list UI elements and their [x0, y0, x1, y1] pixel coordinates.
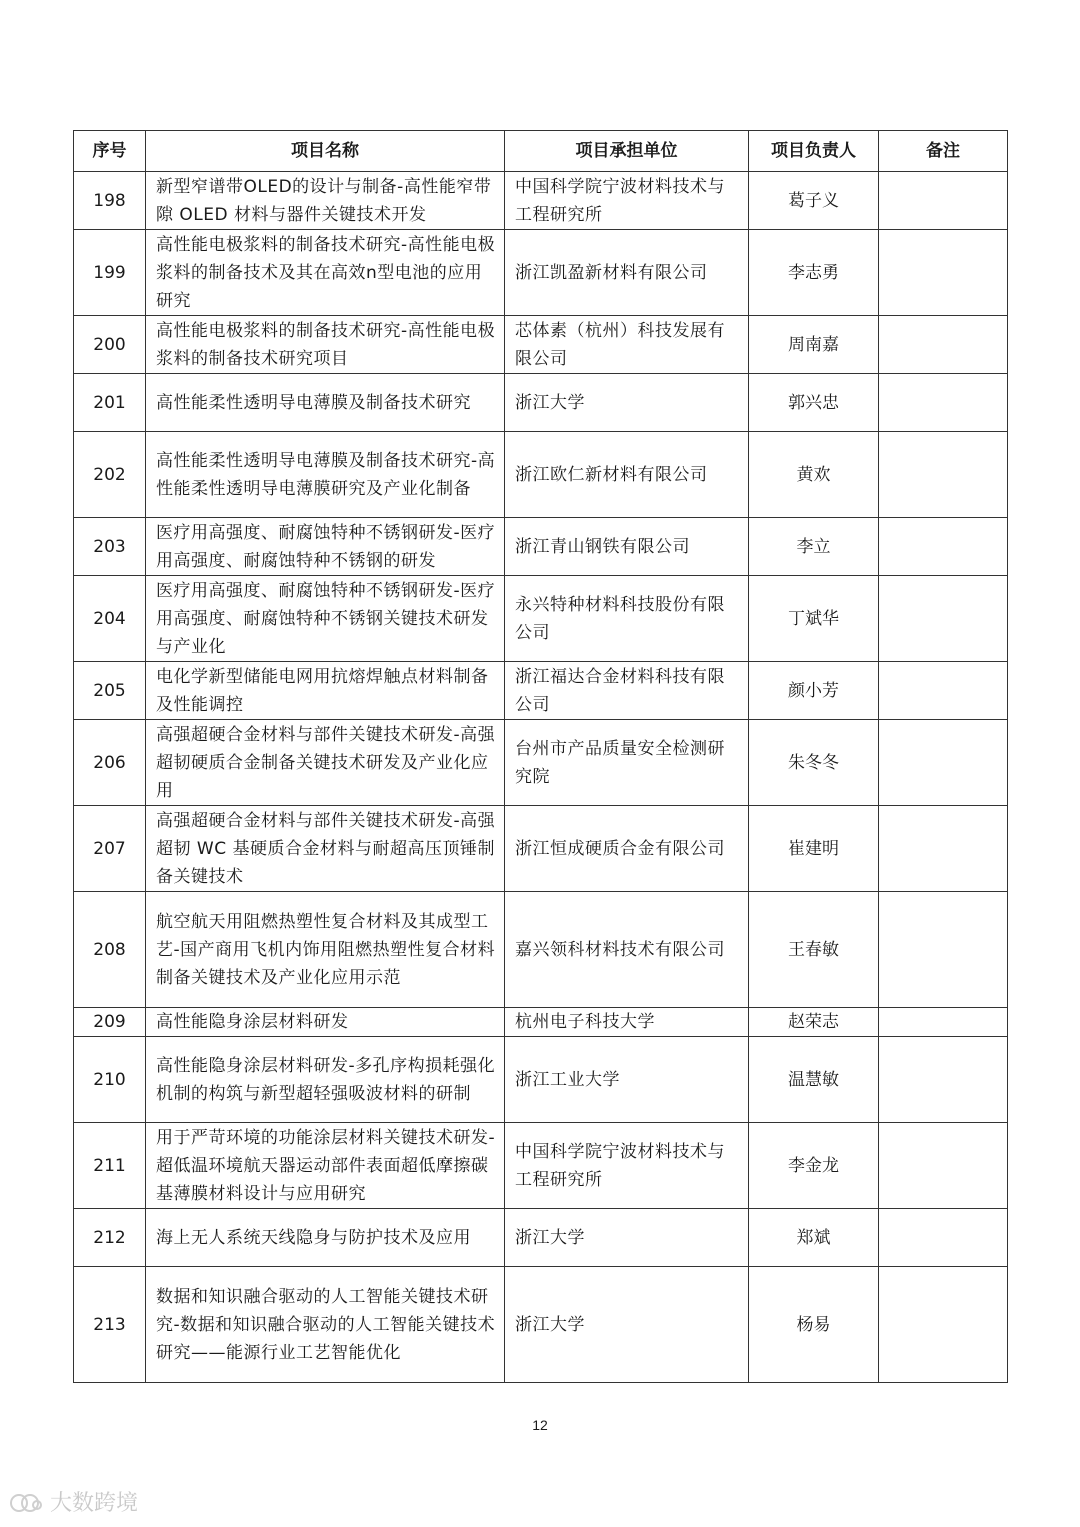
cell-remark [879, 892, 1008, 1008]
table-header-row [74, 131, 1008, 172]
cell-no: 203 [74, 518, 146, 576]
cell-person: 黄欢 [749, 432, 879, 518]
cell-project-name: 医疗用高强度、耐腐蚀特种不锈钢研发-医疗用高强度、耐腐蚀特种不锈钢关键技术研发与产业化 [146, 576, 505, 662]
cell-no: 204 [74, 576, 146, 662]
table-row [74, 1267, 1008, 1383]
cell-unit: 浙江欧仁新材料有限公司 [505, 432, 749, 518]
cell-project-name: 高性能电极浆料的制备技术研究-高性能电极浆料的制备技术研究项目 [146, 316, 505, 374]
cell-unit: 杭州电子科技大学 [505, 1008, 749, 1037]
cell-project-name: 电化学新型储能电网用抗熔焊触点材料制备及性能调控 [146, 662, 505, 720]
cell-person: 朱冬冬 [749, 720, 879, 806]
cell-unit: 浙江凯盈新材料有限公司 [505, 230, 749, 316]
cell-person: 丁斌华 [749, 576, 879, 662]
cell-no: 201 [74, 374, 146, 432]
cell-person: 周南嘉 [749, 316, 879, 374]
table-row [74, 172, 1008, 230]
header-person: 项目负责人 [749, 131, 879, 172]
table-row [74, 1037, 1008, 1123]
cell-remark [879, 172, 1008, 230]
cell-remark [879, 1267, 1008, 1383]
cell-person: 杨易 [749, 1267, 879, 1383]
cell-person: 颜小芳 [749, 662, 879, 720]
cell-no: 198 [74, 172, 146, 230]
cell-unit: 浙江大学 [505, 1209, 749, 1267]
cell-remark [879, 1008, 1008, 1037]
cell-project-name: 航空航天用阻燃热塑性复合材料及其成型工艺-国产商用飞机内饰用阻燃热塑性复合材料制备关键技术及产业化应用示范 [146, 892, 505, 1008]
cell-no: 213 [74, 1267, 146, 1383]
table-row [74, 518, 1008, 576]
cell-project-name: 高强超硬合金材料与部件关键技术研发-高强超韧硬质合金制备关键技术研发及产业化应用 [146, 720, 505, 806]
table-row [74, 1209, 1008, 1267]
cell-no: 211 [74, 1123, 146, 1209]
cell-person: 李志勇 [749, 230, 879, 316]
header-no: 序号 [74, 131, 146, 172]
table-row [74, 720, 1008, 806]
cell-person: 温慧敏 [749, 1037, 879, 1123]
cell-project-name: 数据和知识融合驱动的人工智能关键技术研究-数据和知识融合驱动的人工智能关键技术研究——能源行业工艺智能优化 [146, 1267, 505, 1383]
cell-unit: 芯体素（杭州）科技发展有限公司 [505, 316, 749, 374]
cell-unit: 浙江大学 [505, 1267, 749, 1383]
cell-remark [879, 806, 1008, 892]
cell-person: 郭兴忠 [749, 374, 879, 432]
cell-project-name: 医疗用高强度、耐腐蚀特种不锈钢研发-医疗用高强度、耐腐蚀特种不锈钢的研发 [146, 518, 505, 576]
cell-project-name: 海上无人系统天线隐身与防护技术及应用 [146, 1209, 505, 1267]
cell-no: 208 [74, 892, 146, 1008]
table-row [74, 662, 1008, 720]
cell-person: 王春敏 [749, 892, 879, 1008]
cell-project-name: 用于严苛环境的功能涂层材料关键技术研发-超低温环境航天器运动部件表面超低摩擦碳基薄膜材料设计与应用研究 [146, 1123, 505, 1209]
cell-remark [879, 1037, 1008, 1123]
cell-unit: 中国科学院宁波材料技术与工程研究所 [505, 1123, 749, 1209]
cell-person: 李金龙 [749, 1123, 879, 1209]
cell-remark [879, 1123, 1008, 1209]
header-unit: 项目承担单位 [505, 131, 749, 172]
table-row [74, 230, 1008, 316]
cell-remark [879, 720, 1008, 806]
cell-no: 209 [74, 1008, 146, 1037]
cell-no: 212 [74, 1209, 146, 1267]
cell-unit: 浙江大学 [505, 374, 749, 432]
table-row [74, 806, 1008, 892]
header-remark: 备注 [879, 131, 1008, 172]
cell-person: 郑斌 [749, 1209, 879, 1267]
cell-unit: 浙江福达合金材料科技有限公司 [505, 662, 749, 720]
table-body [74, 172, 1008, 1383]
cell-unit: 嘉兴领科材料技术有限公司 [505, 892, 749, 1008]
cell-project-name: 高性能隐身涂层材料研发 [146, 1008, 505, 1037]
watermark [10, 1486, 138, 1517]
project-table [73, 130, 1008, 1383]
cell-no: 202 [74, 432, 146, 518]
cell-no: 207 [74, 806, 146, 892]
cell-remark [879, 662, 1008, 720]
cell-unit: 永兴特种材料科技股份有限公司 [505, 576, 749, 662]
watermark-text: 大数跨境 [50, 1491, 139, 1516]
watermark-logo-icon [10, 1491, 44, 1513]
cell-project-name: 新型窄谱带OLED的设计与制备-高性能窄带隙 OLED 材料与器件关键技术开发 [146, 172, 505, 230]
cell-project-name: 高强超硬合金材料与部件关键技术研发-高强超韧 WC 基硬质合金材料与耐超高压顶锤制备关键技术 [146, 806, 505, 892]
cell-remark [879, 230, 1008, 316]
cell-remark [879, 576, 1008, 662]
cell-remark [879, 374, 1008, 432]
table-row [74, 1123, 1008, 1209]
cell-unit: 中国科学院宁波材料技术与工程研究所 [505, 172, 749, 230]
cell-person: 赵荣志 [749, 1008, 879, 1037]
cell-unit: 浙江工业大学 [505, 1037, 749, 1123]
cell-project-name: 高性能电极浆料的制备技术研究-高性能电极浆料的制备技术及其在高效n型电池的应用研究 [146, 230, 505, 316]
cell-no: 199 [74, 230, 146, 316]
cell-person: 葛子义 [749, 172, 879, 230]
cell-remark [879, 316, 1008, 374]
table-row [74, 432, 1008, 518]
cell-project-name: 高性能柔性透明导电薄膜及制备技术研究 [146, 374, 505, 432]
cell-no: 206 [74, 720, 146, 806]
table-row [74, 1008, 1008, 1037]
cell-person: 李立 [749, 518, 879, 576]
cell-no: 205 [74, 662, 146, 720]
cell-remark [879, 1209, 1008, 1267]
cell-no: 210 [74, 1037, 146, 1123]
table-row [74, 892, 1008, 1008]
table-row [74, 374, 1008, 432]
cell-unit: 浙江恒成硬质合金有限公司 [505, 806, 749, 892]
cell-person: 崔建明 [749, 806, 879, 892]
table-row [74, 316, 1008, 374]
header-project-name: 项目名称 [146, 131, 505, 172]
cell-no: 200 [74, 316, 146, 374]
cell-remark [879, 518, 1008, 576]
cell-unit: 台州市产品质量安全检测研究院 [505, 720, 749, 806]
cell-project-name: 高性能隐身涂层材料研发-多孔序构损耗强化机制的构筑与新型超轻强吸波材料的研制 [146, 1037, 505, 1123]
page-number: 12 [532, 1417, 548, 1433]
cell-remark [879, 432, 1008, 518]
cell-unit: 浙江青山钢铁有限公司 [505, 518, 749, 576]
cell-project-name: 高性能柔性透明导电薄膜及制备技术研究-高性能柔性透明导电薄膜研究及产业化制备 [146, 432, 505, 518]
table-row [74, 576, 1008, 662]
